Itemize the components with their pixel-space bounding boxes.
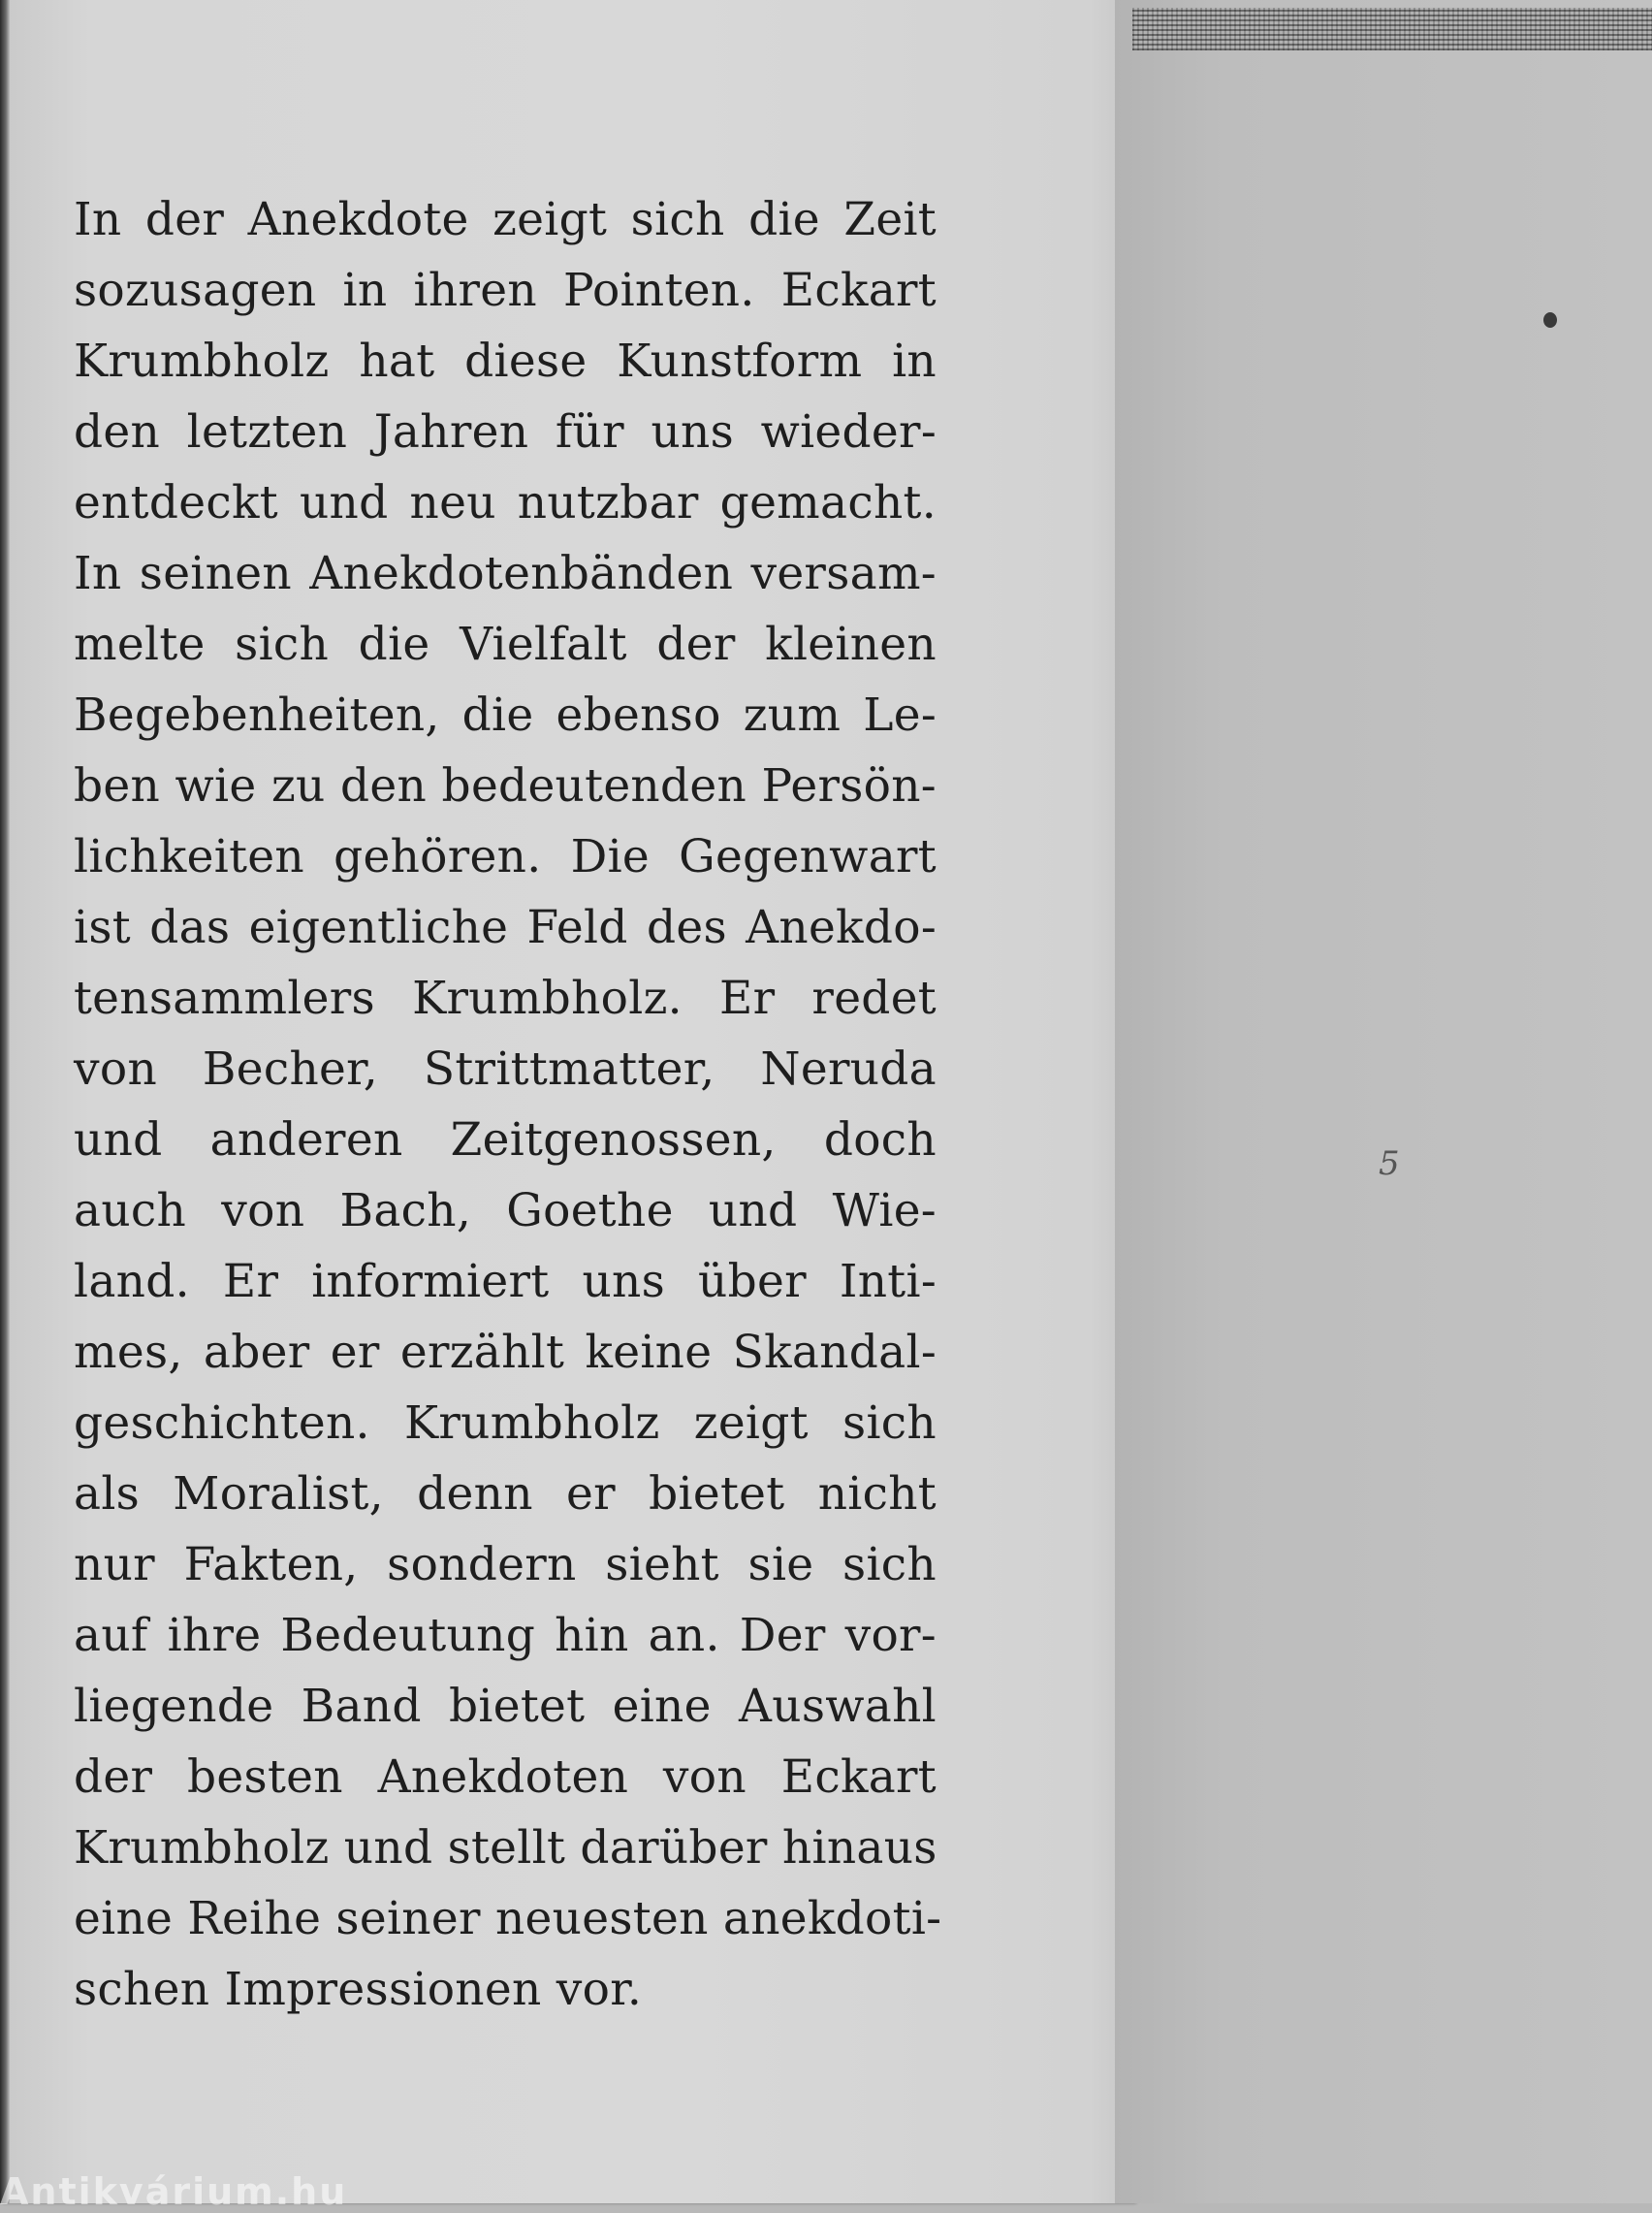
blurb-line-last: schen Impressionen vor. xyxy=(74,1963,643,2016)
blurb-line: als Moralist, denn er bietet nicht xyxy=(74,1467,937,1521)
blurb-line: melte sich die Vielfalt der kleinen xyxy=(74,618,937,671)
cloth-binding-strip xyxy=(1132,8,1652,50)
blurb-line: geschichten. Krumbholz zeigt sich xyxy=(74,1396,937,1450)
back-cover-panel xyxy=(1115,0,1652,2203)
blurb-line: Krumbholz hat diese Kunstform in xyxy=(74,335,937,388)
blurb-text xyxy=(74,184,942,2025)
blurb-line: ben wie zu den bedeutenden Persön- xyxy=(74,759,937,813)
blurb-line: liegende Band bietet eine Auswahl xyxy=(74,1680,937,1733)
blurb-line: mes, aber er erzählt keine Skandal- xyxy=(74,1326,937,1379)
blurb-line: den letzten Jahren für uns wieder- xyxy=(74,405,937,459)
blurb-line: Begebenheiten, die ebenso zum Le- xyxy=(74,689,937,742)
blurb-line: nur Fakten, sondern sieht sie sich xyxy=(74,1538,937,1591)
blurb-line: auf ihre Bedeutung hin an. Der vor- xyxy=(74,1609,937,1662)
page-binding-edge xyxy=(0,0,10,2203)
blurb-line: auch von Bach, Goethe und Wie- xyxy=(74,1184,937,1237)
blurb-line: In der Anekdote zeigt sich die Zeit xyxy=(74,193,937,246)
blurb-line: entdeckt und neu nutzbar gemacht. xyxy=(74,476,937,529)
blurb-line: Krumbholz und stellt darüber hinaus xyxy=(74,1821,937,1875)
blurb-line: In seinen Anekdotenbänden versam- xyxy=(74,547,937,600)
blurb-line: lichkeiten gehören. Die Gegenwart xyxy=(74,830,937,883)
blurb-line: tensammlers Krumbholz. Er redet xyxy=(74,972,937,1025)
blurb-line: land. Er informiert uns über Inti- xyxy=(74,1255,937,1308)
watermark: Antikvárium.hu xyxy=(0,2170,348,2213)
pencil-note: 5 xyxy=(1379,1144,1400,1183)
blurb-line: sozusagen in ihren Pointen. Eckart xyxy=(74,264,937,317)
blurb-line: von Becher, Strittmatter, Neruda xyxy=(74,1042,937,1096)
cover-speck xyxy=(1543,312,1557,328)
blurb-line: eine Reihe seiner neuesten anekdoti- xyxy=(74,1892,942,1945)
blurb-line: der besten Anekdoten von Eckart xyxy=(74,1750,937,1804)
blurb-line: ist das eigentliche Feld des Anekdo- xyxy=(74,901,937,954)
blurb-line: und anderen Zeitgenossen, doch xyxy=(74,1113,937,1167)
